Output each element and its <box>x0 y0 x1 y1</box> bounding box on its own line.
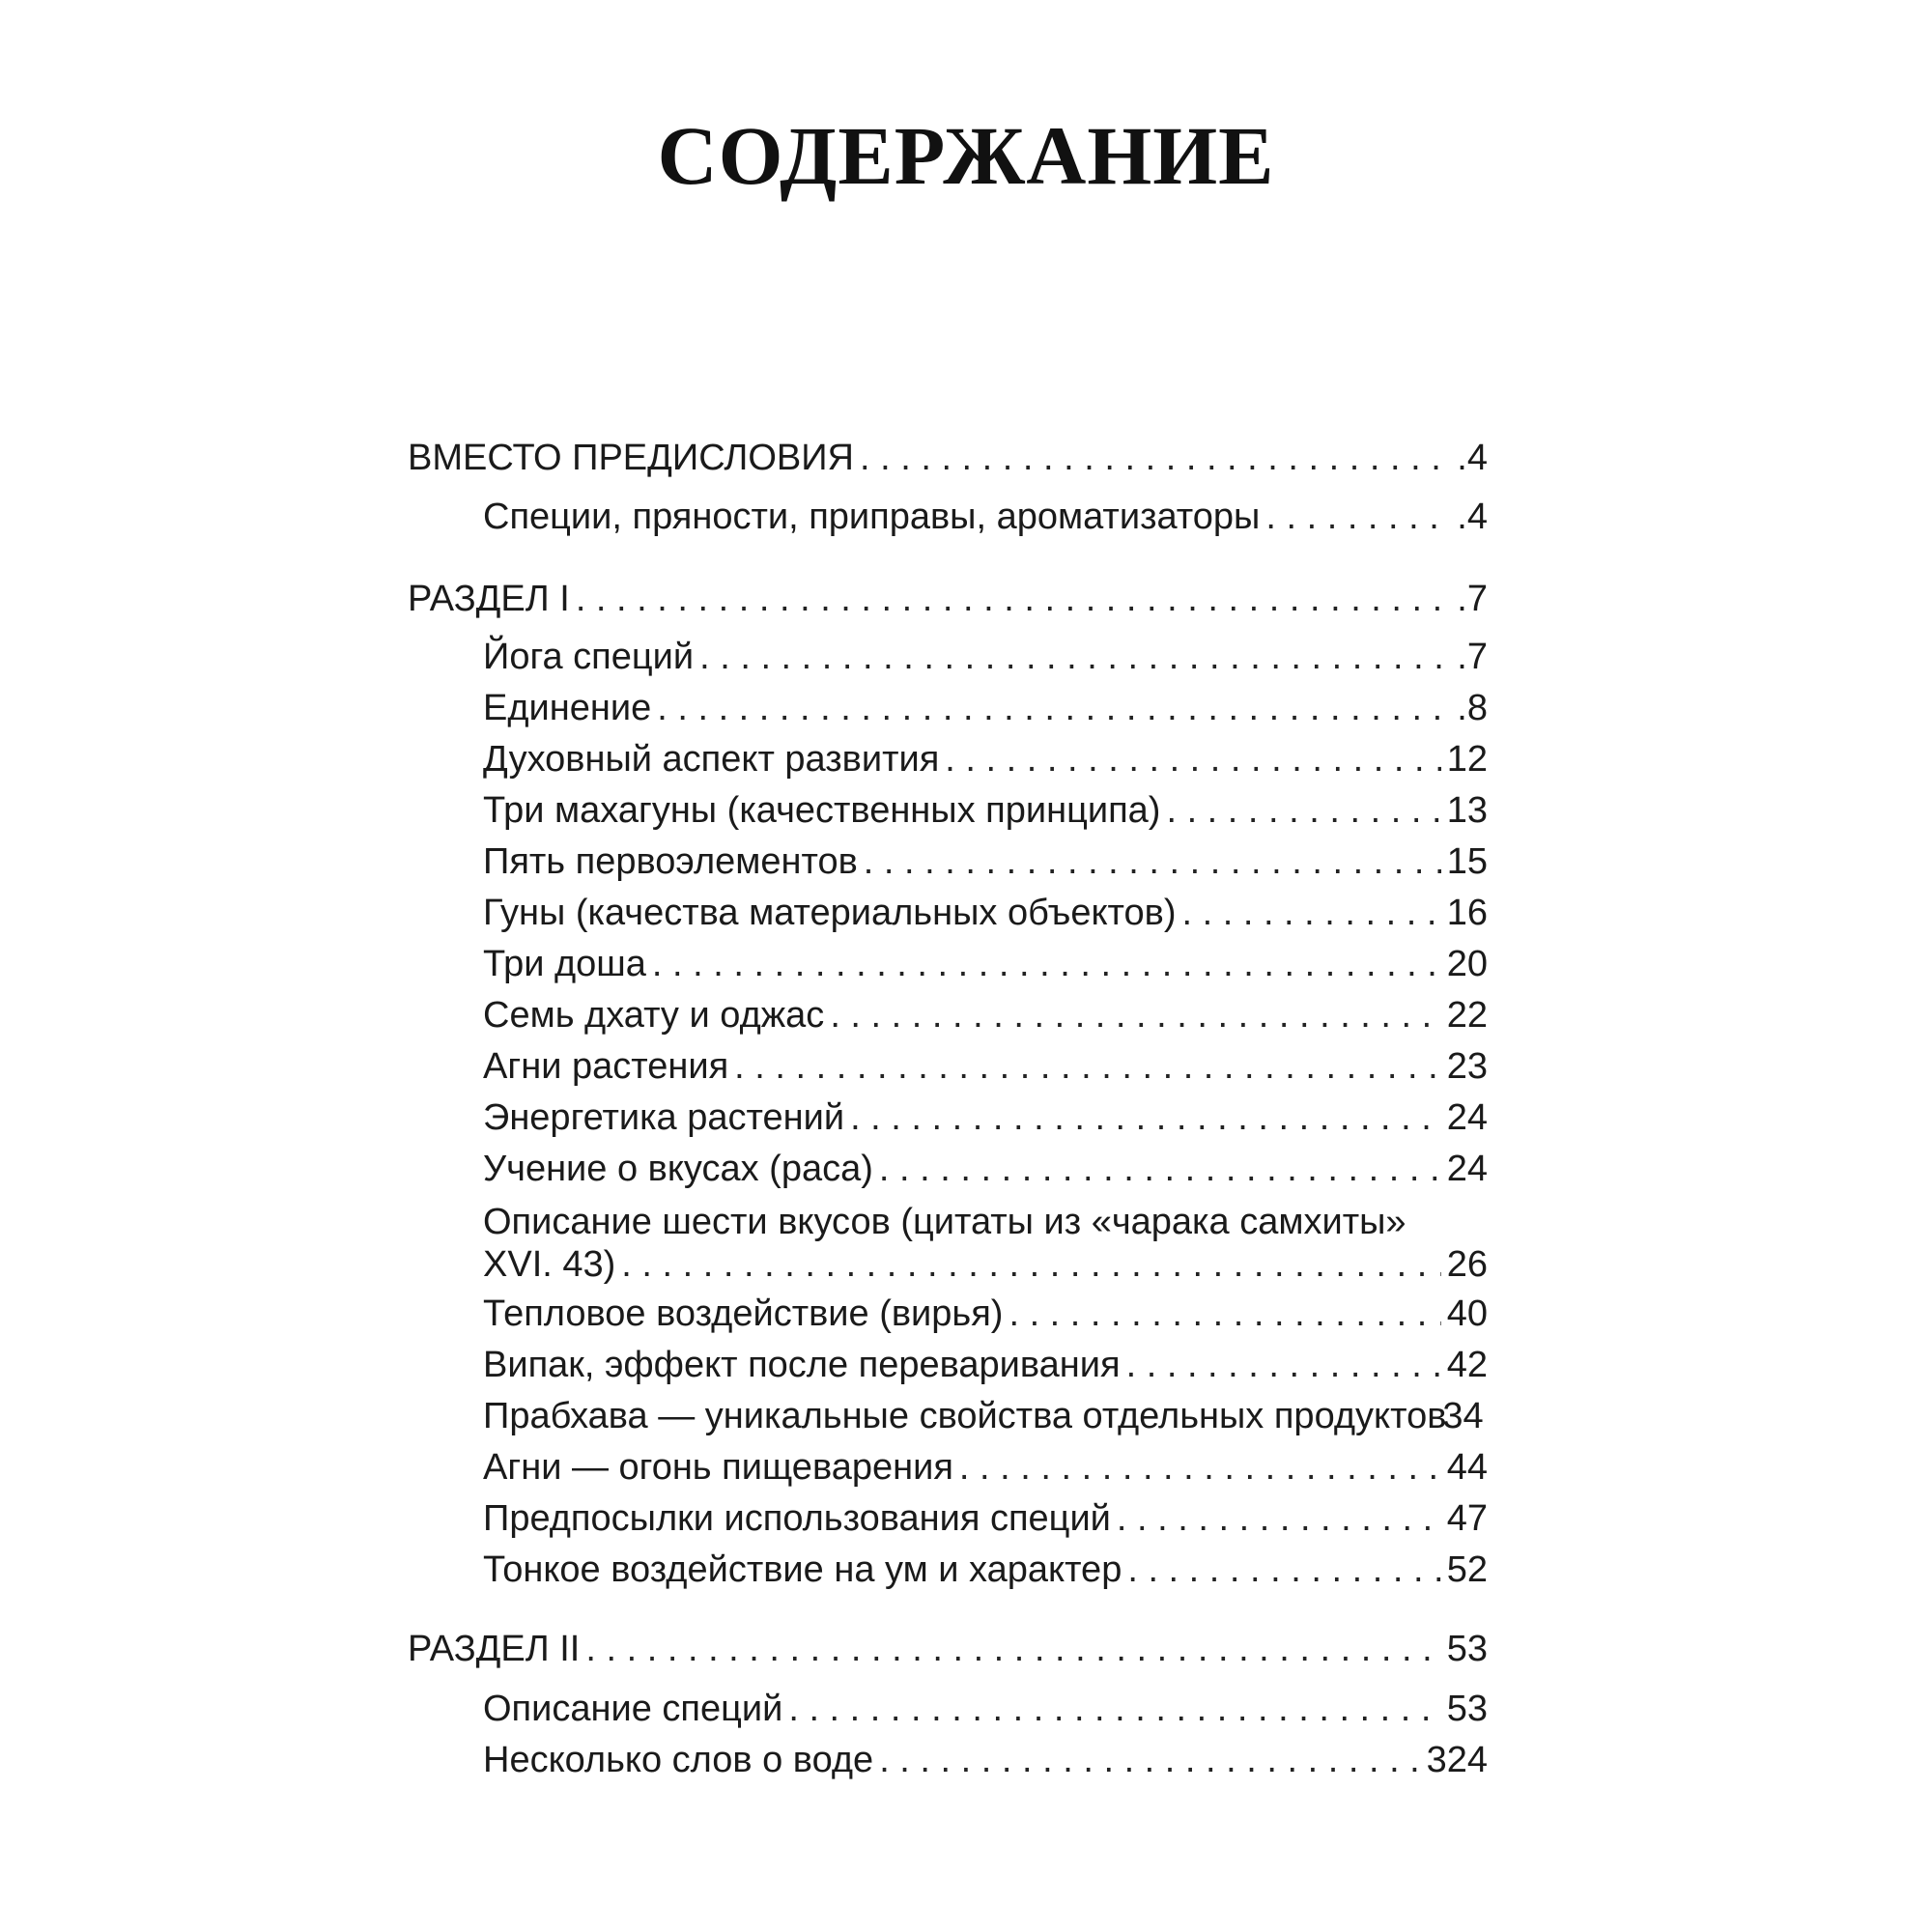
page-title: СОДЕРЖАНИЕ <box>657 109 1275 202</box>
toc-entry-three-doshas[interactable] <box>483 941 1488 987</box>
toc-entry-prabhava[interactable] <box>483 1393 1484 1439</box>
toc-entry-page: .7 <box>1457 637 1488 677</box>
leader-dots <box>1117 1495 1441 1542</box>
toc-entry-page: 16 <box>1446 893 1488 933</box>
toc-entry-page: 42 <box>1446 1345 1488 1385</box>
toc-entry-five-elements[interactable] <box>483 838 1488 885</box>
leader-dots <box>945 736 1440 782</box>
toc-entry-label-line2: XVI. 43) <box>483 1244 616 1285</box>
toc-entry-label: РАЗДЕЛ II <box>408 1629 581 1669</box>
toc-entry-page: .7 <box>1457 579 1488 619</box>
toc-entry-page: .4 <box>1457 497 1488 537</box>
toc-entry-subtle-influence[interactable] <box>483 1547 1488 1593</box>
toc-entry-page: 12 <box>1446 739 1488 780</box>
toc-entry-seven-dhatus[interactable] <box>483 992 1488 1038</box>
toc-entry-yoga-of-spices[interactable] <box>483 634 1488 680</box>
leader-dots <box>1126 1342 1441 1388</box>
toc-entry-label: Гуны (качества материальных объектов) <box>483 893 1177 933</box>
toc-entry-page: 24 <box>1446 1149 1488 1189</box>
toc-entry-spiritual-aspect[interactable] <box>483 736 1488 782</box>
toc-entry-page: 47 <box>1446 1498 1488 1539</box>
toc-entry-section-2[interactable] <box>408 1626 1488 1672</box>
toc-entry-gunas[interactable] <box>483 890 1488 936</box>
toc-entry-agni-of-plant[interactable] <box>483 1043 1488 1090</box>
toc-entry-label: Агни — огонь пищеварения <box>483 1447 953 1488</box>
toc-entry-page: 20 <box>1446 944 1488 984</box>
toc-entry-label: Прабхава — уникальные свойства отдельных продуктов <box>483 1396 1447 1436</box>
toc-entry-label: Семь дхату и оджас <box>483 995 825 1036</box>
toc-entry-page: 22 <box>1446 995 1488 1036</box>
toc-entry-label: Энергетика растений <box>483 1097 845 1138</box>
toc-entry-page: 52 <box>1446 1549 1488 1590</box>
leader-dots <box>850 1094 1441 1141</box>
toc-entry-three-mahagunas[interactable] <box>483 787 1488 834</box>
toc-entry-spices-types[interactable] <box>483 494 1488 540</box>
leader-dots <box>576 576 1451 622</box>
toc-entry-page: 53 <box>1446 1689 1488 1729</box>
leader-dots <box>734 1043 1441 1090</box>
toc-entry-virya[interactable] <box>483 1291 1488 1337</box>
leader-dots <box>959 1444 1441 1491</box>
toc-entry-page: 26 <box>1446 1244 1488 1285</box>
toc-entry-label: Тонкое воздействие на ум и характер <box>483 1549 1122 1590</box>
toc-entry-label: Единение <box>483 688 652 728</box>
toc-entry-page: 44 <box>1446 1447 1488 1488</box>
toc-entry-label: Специи, пряности, приправы, ароматизаторы <box>483 497 1261 537</box>
toc-entry-label-line1: Описание шести вкусов (цитаты из «чарака самхиты» <box>483 1202 1406 1242</box>
toc-entry-label: Духовный аспект развития <box>483 739 940 780</box>
toc-entry-six-tastes[interactable] <box>483 1201 1488 1286</box>
leader-dots <box>879 1737 1420 1783</box>
toc-entry-label: Три доша <box>483 944 646 984</box>
leader-dots <box>1181 890 1440 936</box>
leader-dots <box>657 685 1451 731</box>
leader-dots <box>1265 494 1451 540</box>
leader-dots <box>788 1686 1440 1732</box>
toc-entry-label: РАЗДЕЛ I <box>408 579 570 619</box>
toc-entry-page: 13 <box>1446 790 1488 831</box>
toc-entry-label: Йога специй <box>483 637 695 677</box>
toc-entry-label: ВМЕСТО ПРЕДИСЛОВИЯ <box>408 438 854 478</box>
toc-entry-page: 53 <box>1446 1629 1488 1669</box>
leader-dots <box>699 634 1451 680</box>
leader-dots <box>830 992 1440 1038</box>
toc-entry-label: Несколько слов о воде <box>483 1740 874 1780</box>
toc-entry-spices-description[interactable] <box>483 1686 1488 1732</box>
toc-entry-page: 324 <box>1426 1740 1488 1780</box>
leader-dots <box>1166 787 1440 834</box>
toc-entry-tastes-teaching[interactable] <box>483 1146 1488 1192</box>
toc-entry-page: .8 <box>1457 688 1488 728</box>
leader-dots <box>621 1243 1440 1286</box>
toc-entry-foreword[interactable] <box>408 435 1488 481</box>
leader-dots <box>585 1626 1440 1672</box>
leader-dots <box>1009 1291 1440 1337</box>
toc-entry-label: Три махагуны (качественных принципа) <box>483 790 1161 831</box>
toc-entry-label: Предпосылки использования специй <box>483 1498 1111 1539</box>
toc-entry-page: 34 <box>1442 1396 1484 1436</box>
leader-dots <box>1127 1547 1440 1593</box>
leader-dots <box>864 838 1441 885</box>
toc-entry-page: 15 <box>1446 841 1488 882</box>
toc-entry-label: Описание специй <box>483 1689 783 1729</box>
toc-entry-unity[interactable] <box>483 685 1488 731</box>
toc-entry-page: 24 <box>1446 1097 1488 1138</box>
toc-entry-label: Агни растения <box>483 1046 729 1087</box>
leader-dots <box>652 941 1441 987</box>
toc-entry-label: Випак, эффект после переваривания <box>483 1345 1121 1385</box>
toc-entry-plant-energetics[interactable] <box>483 1094 1488 1141</box>
leader-dots <box>879 1146 1441 1192</box>
toc-entry-label: Пять первоэлементов <box>483 841 858 882</box>
toc-entry-page: .4 <box>1457 438 1488 478</box>
toc-entry-page: 23 <box>1446 1046 1488 1087</box>
toc-entry-about-water[interactable] <box>483 1737 1488 1783</box>
toc-entry-label: Учение о вкусах (раса) <box>483 1149 873 1189</box>
toc-entry-vipak[interactable] <box>483 1342 1488 1388</box>
toc-entry-section-1[interactable] <box>408 576 1488 622</box>
toc-entry-prerequisites[interactable] <box>483 1495 1488 1542</box>
toc-entry-page: 40 <box>1446 1293 1488 1334</box>
leader-dots <box>860 435 1451 481</box>
toc-entry-agni-digestion[interactable] <box>483 1444 1488 1491</box>
toc-entry-label: Тепловое воздействие (вирья) <box>483 1293 1004 1334</box>
